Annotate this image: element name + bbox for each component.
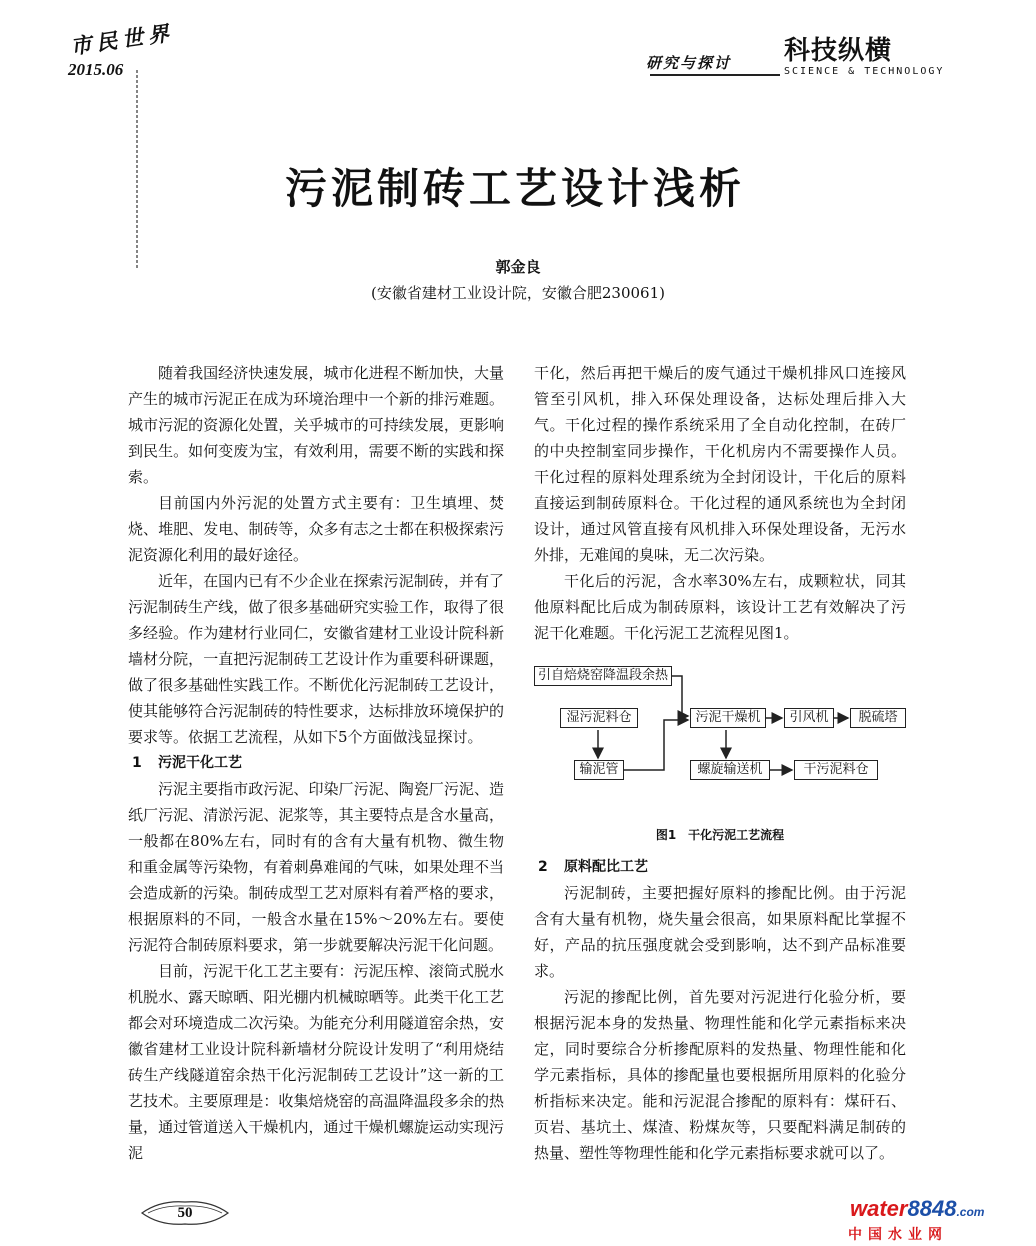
site-logo: [850, 1196, 984, 1222]
section-label: 研究与探讨: [646, 54, 732, 72]
flow-box-heat-source: 引自焙烧窑降温段余热: [534, 666, 672, 686]
flow-box-dry-sludge-bin: 干污泥料仓: [794, 760, 878, 780]
section-badge-en: SCIENCE & TECHNOLOGY: [784, 66, 945, 77]
paragraph: 随着我国经济快速发展，城市化进程不断加快，大量产生的城市污泥正在成为环境治理中一个新的排污难题。城市污泥的资源化处置，关乎城市的可持续发展，更影响到民生。如何变废为宝，有效利用，需要不断的实践和探索。: [128, 364, 504, 486]
paragraph: 污泥制砖，主要把握好原料的掺配比例。由于污泥含有大量有机物，烧失量会很高，如果原料配比掌握不好，产品的抗压强度就会受到影响，达不到产品标准要求。: [534, 884, 906, 980]
journal-name: 市民世界: [68, 19, 176, 60]
flow-box-induced-fan: 引风机: [784, 708, 834, 728]
section-heading-2: [538, 854, 906, 880]
flow-box-screw-conveyor: 螺旋输送机: [690, 760, 770, 780]
flow-box-sludge-pipe: 输泥管: [574, 760, 624, 780]
figure-caption: 图1 干化污泥工艺流程: [655, 828, 785, 842]
issue-date: 2015.06: [68, 60, 124, 79]
site-logo-suffix: .com: [956, 1205, 985, 1219]
site-logo-part2: 8848: [907, 1196, 957, 1221]
section-badge: 科技纵横: [784, 36, 893, 66]
site-logo-part1: water: [850, 1196, 908, 1221]
paragraph: 干化，然后再把干燥后的废气通过干燥机排风口连接风管至引风机，排入环保处理设备，达标处理后排入大气。干化过程的操作系统采用了全自动化控制，在砖厂的中央控制室同步操作，干化机房内不需要操作人员。干化过程的原料处理系统为全封闭设计，干化后的原料直接运到制砖原料仓。干化过程的通风系统也为全封闭设计，通过风管直接有风机排入环保处理设备，无污水外排，无难闻的臭味，无二次污染。: [534, 364, 906, 564]
article-affiliation: (安徽省建材工业设计院，安徽合肥230061): [371, 284, 665, 302]
flow-box-sludge-dryer: 污泥干燥机: [690, 708, 766, 728]
section-number: 1: [132, 755, 142, 771]
section-number: 2: [538, 859, 548, 875]
right-column: [534, 360, 906, 1166]
article-author: 郭金良: [495, 258, 541, 276]
section-heading-text: 污泥干化工艺: [158, 755, 242, 771]
flow-box-wet-sludge-bin: 湿污泥料仓: [560, 708, 638, 728]
section-heading-text: 原料配比工艺: [564, 859, 648, 875]
section-heading-1: [132, 750, 504, 776]
paragraph: 目前，污泥干化工艺主要有：污泥压榨、滚筒式脱水机脱水、露天晾晒、阳光棚内机械晾晒等。此类干化工艺都会对环境造成二次污染。为能充分利用隧道窑余热，安徽省建材工业设计院科新墙材分院设计发明了“利用烧结砖生产线隧道窑余热干化污泥制砖工艺设计”这一新的工艺技术。主要原理是：收集焙烧窑的高温降温段多余的热量，通过管道送入干燥机内，通过干燥机螺旋运动实现污泥: [128, 962, 504, 1162]
flow-box-desulfurization-tower: 脱硫塔: [850, 708, 906, 728]
page-number: 50: [177, 1205, 193, 1221]
paragraph: 近年，在国内已有不少企业在探索污泥制砖，并有了污泥制砖生产线，做了很多基础研究实验工作，取得了很多经验。作为建材行业同仁，安徽省建材工业设计院科新墙材分院，一直把污泥制砖工艺设计作为重要科研课题，做了很多基础性实践工作。不断优化污泥制砖工艺设计，使其能够符合污泥制砖的特性要求，达标排放环境保护的要求等。依据工艺流程，从如下5个方面做浅显探讨。: [128, 572, 504, 746]
left-column: [128, 360, 504, 1166]
paragraph: 污泥主要指市政污泥、印染厂污泥、陶瓷厂污泥、造纸厂污泥、清淤污泥、泥浆等，其主要特点是含水量高，一般都在80%左右，同时有的含有大量有机物、微生物和重金属等污染物，有着刺鼻难闻的气味，如果处理不当会造成新的污染。制砖成型工艺对原料有着严格的要求，根据原料的不同，一般含水量在15%～20%左右。要使污泥符合制砖原料要求，第一步就要解决污泥干化问题。: [128, 780, 504, 954]
site-logo-cn: 中国水业网: [848, 1227, 948, 1243]
article-title: 污泥制砖工艺设计浅析: [284, 164, 745, 213]
paragraph: 目前国内外污泥的处置方式主要有：卫生填埋、焚烧、堆肥、发电、制砖等，众多有志之士都在积极探索污泥资源化利用的最好途径。: [128, 494, 504, 564]
paragraph: 污泥的掺配比例，首先要对污泥进行化验分析，要根据污泥本身的发热量、物理性能和化学元素指标来决定，同时要综合分析掺配原料的发热量、物理性能和化学元素指标，具体的掺配量也要根据所用原料的化验分析指标来决定。能和污泥混合掺配的原料有：煤矸石、页岩、基坑土、煤渣、粉煤灰等，只要配料满足制砖的热量、塑性等物理性能和化学元素指标要求就可以了。: [534, 988, 906, 1162]
header-rule: [650, 74, 780, 76]
process-flow-diagram: [534, 658, 906, 818]
paragraph: 干化后的污泥，含水率30%左右，成颗粒状，同其他原料配比后成为制砖原料，该设计工艺有效解决了污泥干化难题。干化污泥工艺流程见图1。: [534, 572, 906, 642]
